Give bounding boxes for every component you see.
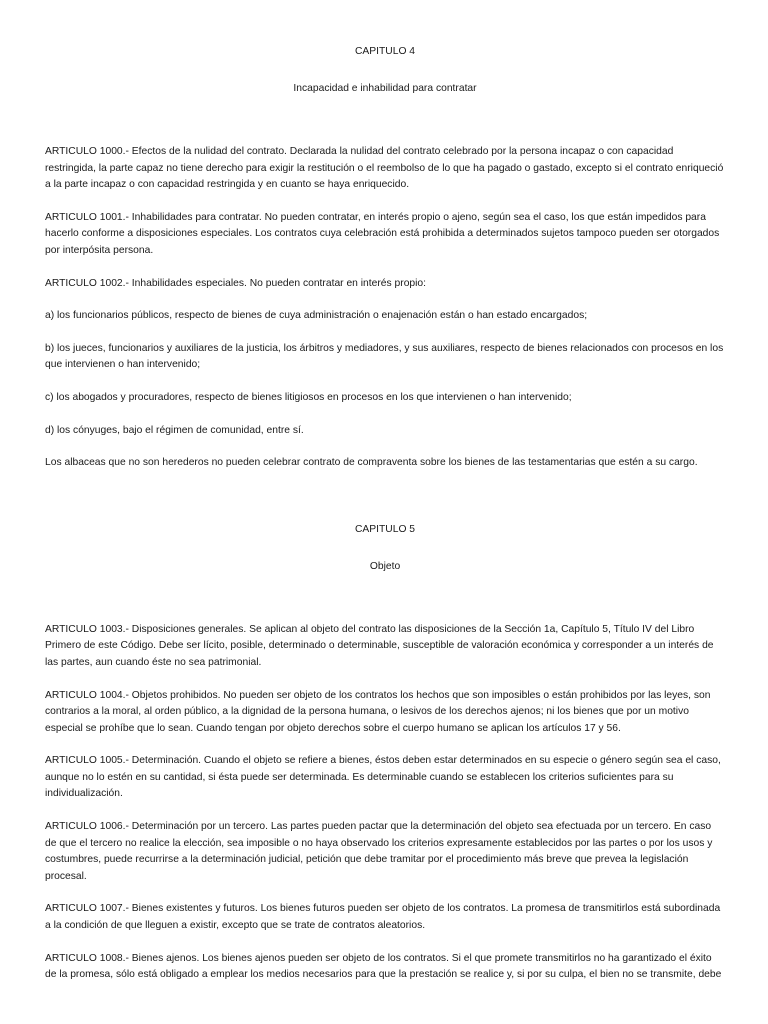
chapter-5-section [45, 523, 725, 984]
list-item-d: d) los cónyuges, bajo el régimen de comunidad, entre sí. [45, 424, 304, 436]
chapter-title: Incapacidad e inhabilidad para contratar [293, 83, 477, 94]
article-1001: ARTICULO 1001.- Inhabilidades para contratar. No pueden contratar, en interés propio o ajeno, según sea el caso, los que están impedidos para hacerlo conforme a disposiciones especiales. Los contratos cuya celebración está prohibida a determinados sujetos tampoco pueden ser otorgados por interpósita persona. [45, 211, 720, 256]
list-item-b: b) los jueces, funcionarios y auxiliares de la justicia, los árbitros y mediadores, y sus auxiliares, respecto de bienes relacionados con procesos en los que intervienen o han intervenido; [45, 342, 724, 371]
article-1004: ARTICULO 1004.- Objetos prohibidos. No pueden ser objeto de los contratos los hechos que son imposibles o están prohibidos por las leyes, son contrarios a la moral, al orden público, a la dignidad de la persona humana, o lesivos de los derechos ajenos; ni los bienes que por un motivo especial se prohíbe que lo sean. Cuando tengan por objeto derechos sobre el cuerpo humano se aplican los artículos 17 y 56. [45, 689, 711, 734]
article-1005: ARTICULO 1005.- Determinación. Cuando el objeto se refiere a bienes, éstos deben estar determinados en su especie o género según sea el caso, aunque no lo estén en su cantidad, si ésta puede ser determinada. Es determinable cuando se establecen los criterios suficientes para su individualización. [45, 755, 721, 800]
chapter-title: Objeto [369, 560, 401, 572]
chapter-4-section [45, 45, 725, 472]
list-item-c: c) los abogados y procuradores, respecto de bienes litigiosos en procesos en los que intervienen o han intervenido; [45, 391, 572, 403]
article-1000: ARTICULO 1000.- Efectos de la nulidad del contrato. Declarada la nulidad del contrato celebrado por la persona incapaz o con capacidad restringida, la parte capaz no tiene derecho para exigir la restitución o el reembolso de lo que ha pagado o gastado, excepto si el contrato enriqueció a la parte incapaz o con capacidad restringida y en cuanto se haya enriquecido. [45, 146, 724, 191]
section-break [45, 488, 725, 523]
article-1003: ARTICULO 1003.- Disposiciones generales. Se aplican al objeto del contrato las disposiciones de la Sección 1a, Capítulo 5, Título IV del Libro Primero de este Código. Debe ser lícito, posible, determinado o determinable, susceptible de valoración económica y corresponder a un interés de las partes, aun cuando éste no sea patrimonial. [45, 623, 714, 668]
article-1002: ARTICULO 1002.- Inhabilidades especiales. No pueden contratar en interés propio: [45, 277, 427, 289]
article-1008: ARTICULO 1008.- Bienes ajenos. Los bienes ajenos pueden ser objeto de los contratos. Si el que promete transmitirlos no ha garantizado el éxito de la promesa, sólo está obligado a emplear los medios necesarios para que la prestación se realice y, si por su culpa, el bien no se transmite, debe [45, 952, 722, 981]
albaceas-paragraph: Los albaceas que no son herederos no pueden celebrar contrato de compraventa sobre los bienes de las testamentarias que estén a su cargo. [45, 457, 698, 469]
chapter-heading: CAPITULO 5 [354, 523, 416, 535]
document-body [45, 45, 725, 1000]
article-1006: ARTICULO 1006.- Determinación por un tercero. Las partes pueden pactar que la determinación del objeto sea efectuada por un tercero. En caso de que el tercero no realice la elección, sea imposible o no haya observado los criterios expresamente establecidos por las partes o por los usos y costumbres, puede recurrirse a la determinación judicial, petición que debe tramitar por el procedimiento más breve que prevea la legislación procesal. [45, 821, 713, 882]
article-1007: ARTICULO 1007.- Bienes existentes y futuros. Los bienes futuros pueden ser objeto de los contratos. La promesa de transmitirlos está subordinada a la condición de que lleguen a existir, excepto que se trate de contratos aleatorios. [45, 903, 721, 932]
list-item-a: a) los funcionarios públicos, respecto de bienes de cuya administración o enajenación están o han estado encargados; [45, 310, 588, 322]
chapter-heading: CAPITULO 4 [354, 46, 416, 57]
